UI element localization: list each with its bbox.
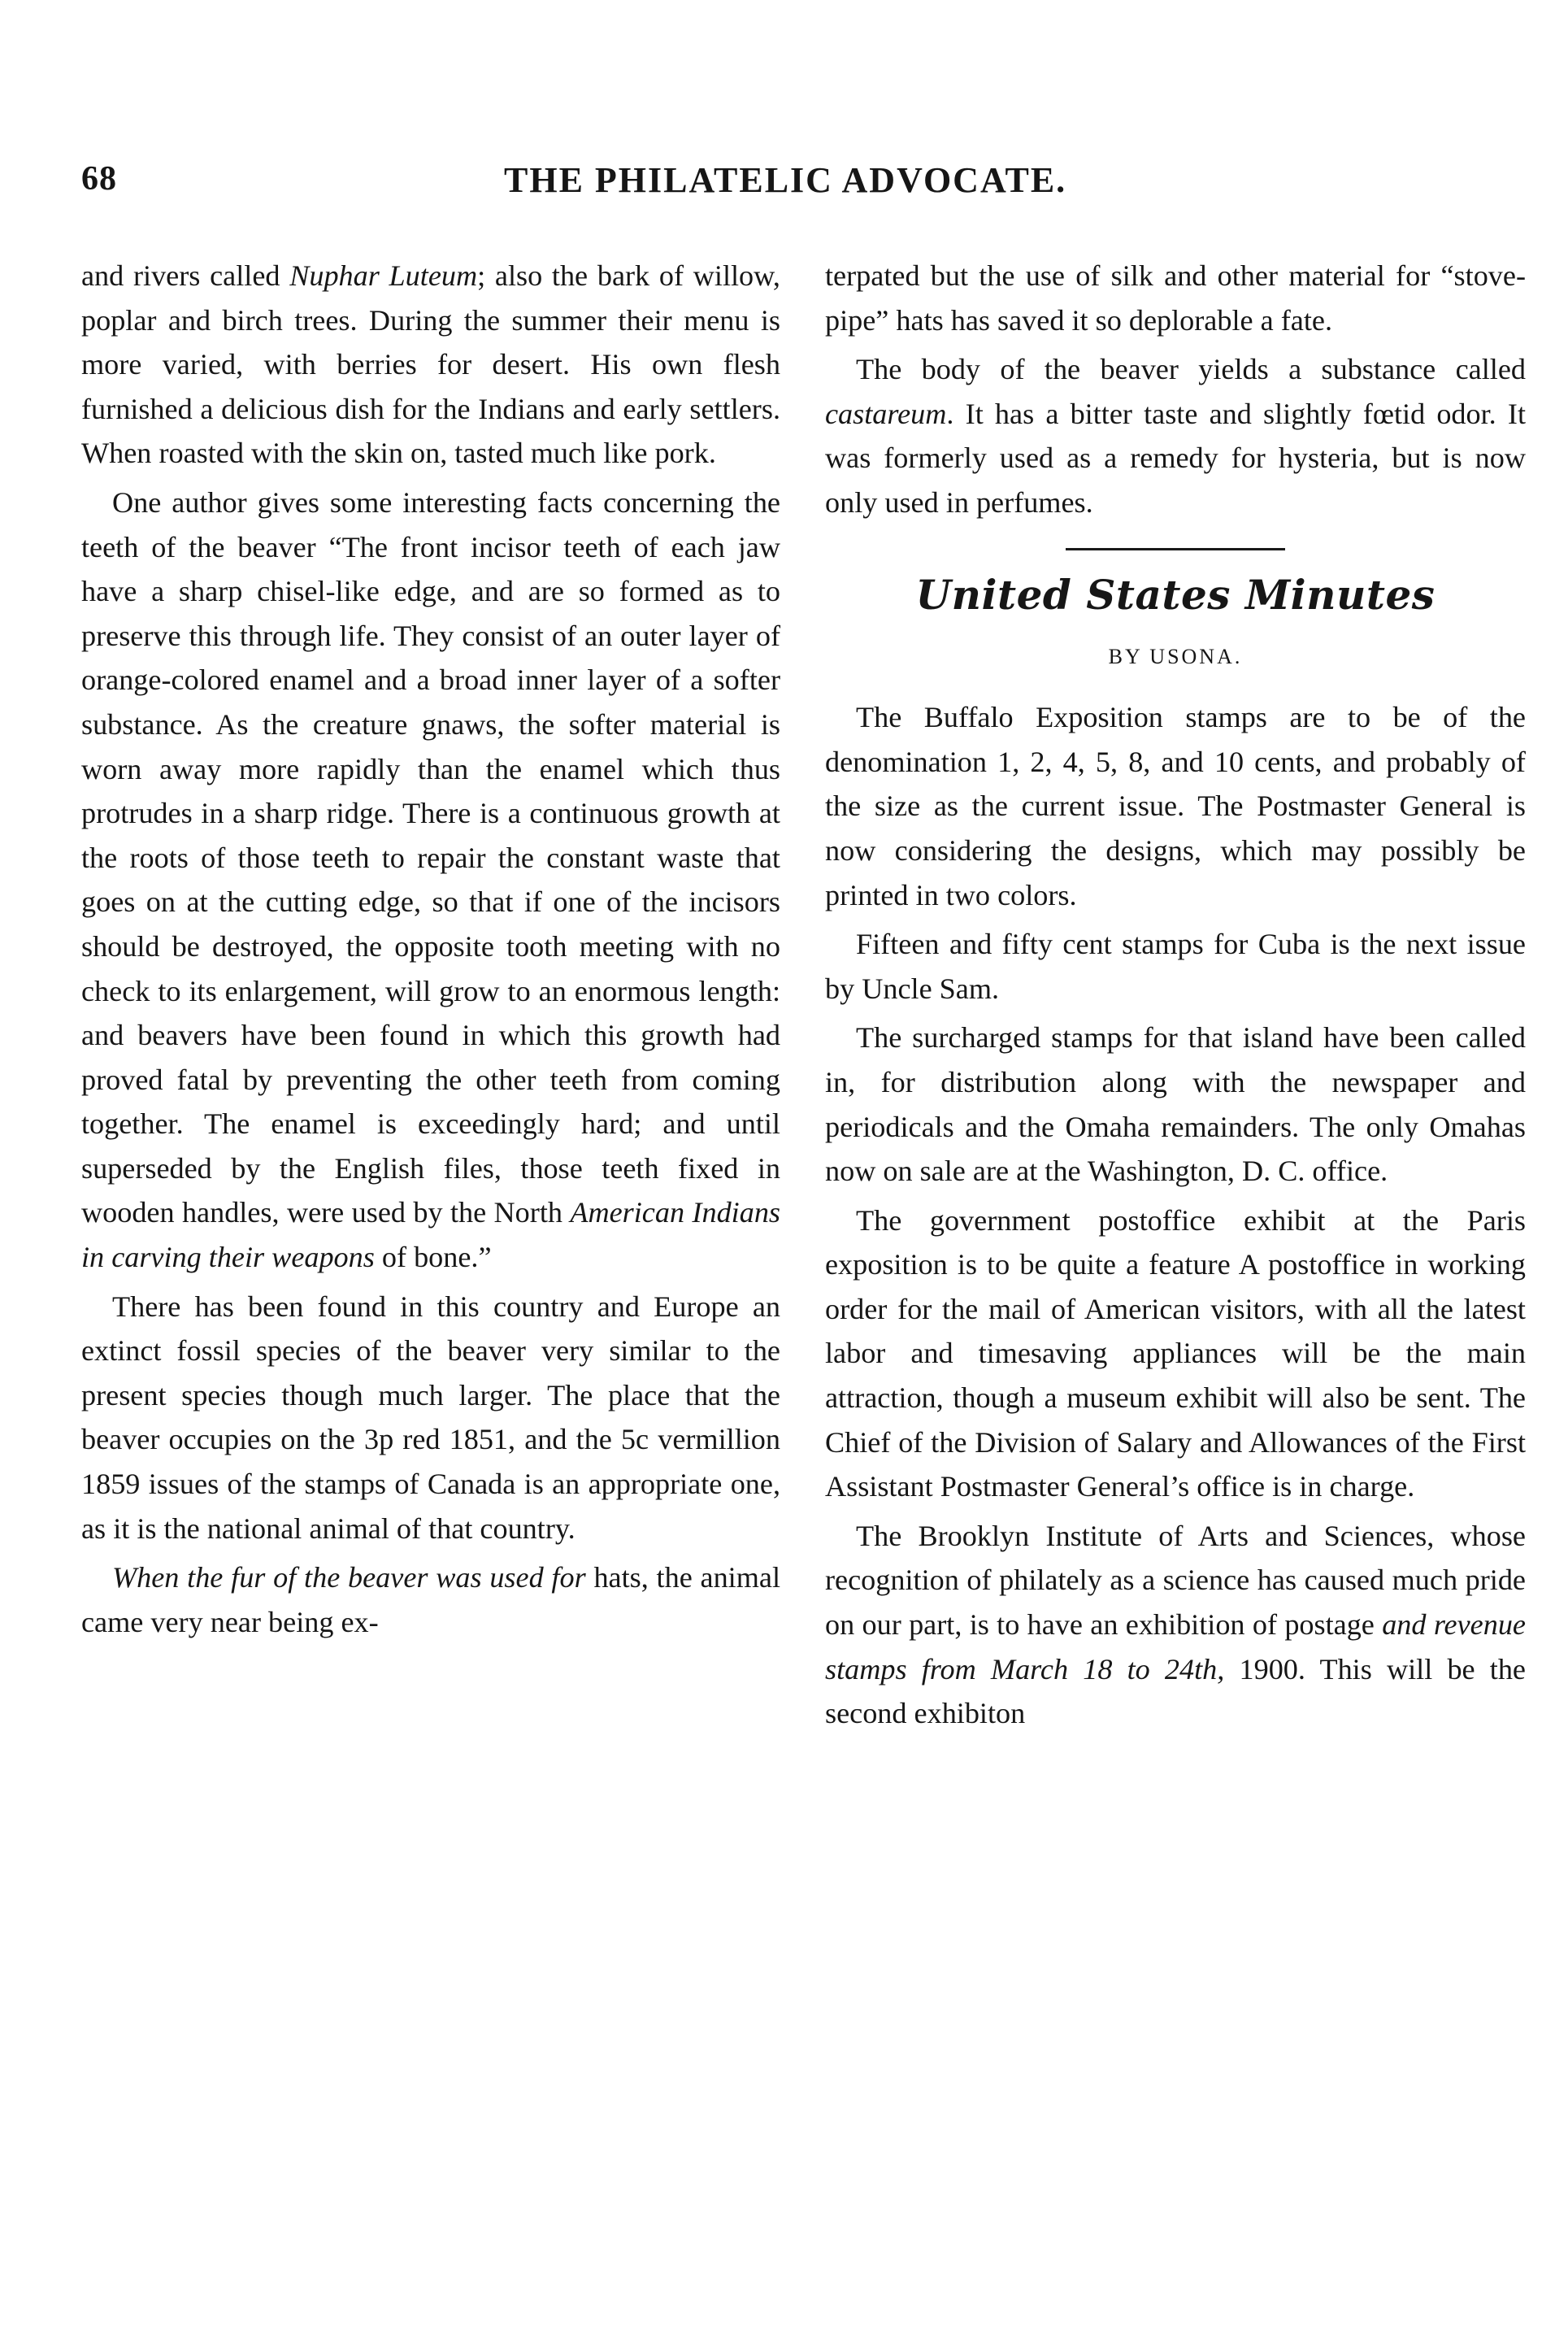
italic-phrase: When the fur of the beaver was used for — [112, 1561, 586, 1594]
paragraph-text: of bone.” — [374, 1241, 492, 1274]
paragraph-cuba-stamps — [825, 922, 1526, 1011]
paragraph-text: One author gives some interesting facts concerning the teeth of the beaver “The front incisor teeth of each jaw have a sharp chisel-like edge, and are so formed as to preserve this through life. They consist of an outer layer of orange-colored enamel and a broad inner layer of a softer substance. As the creature gnaws, the softer material is worn away more rapidly than the enamel which thus protrudes in a sharp ridge. There is a continuous growth at the roots of those teeth to repair the constant waste that goes on at the cutting edge, so that if one of the incisors should be destroyed, the opposite tooth meeting with no check to its enlargement, will grow to an enormous length: and beavers have been found in which this growth had proved fatal by preventing the other teeth from coming together. The enamel is exceedingly hard; and until superseded by the English files, those teeth fixed in wooden handles, were used by the North — [81, 485, 780, 1229]
paragraph-text: The government postoffice exhibit at the Paris exposition is to be quite a feature A postoffice in working order for the mail of American visitors, with all the latest labor and timesaving appliances will be the main attraction, though a museum exhibit will also be sent. The Chief of the Division of Salary and Allowances of the First Assistant Postmaster General’s office is in charge. — [825, 1203, 1526, 1503]
paragraph-buffalo-exposition — [825, 695, 1526, 917]
page-header — [81, 159, 1528, 208]
italic-phrase: and revenue stamps from March 18 to 24th, — [825, 1608, 1526, 1685]
left-column — [81, 254, 780, 1649]
section-byline: BY USONA. — [1108, 644, 1243, 668]
paragraph-text: The surcharged stamps for that island have been called in, for distribution along with the newspaper and periodicals and the Omaha remainders. The only Omahas now on sale are at the Washington, D. C. office. — [825, 1021, 1526, 1188]
paragraph-text: There has been found in this country and Europe an extinct fossil species of the beaver very similar to the present species though much larger. The place that the beaver occupies on the 3p red 1851, and the 5c vermillion 1859 issues of the stamps of Canada is an appropriate one, as it is the national animal of that country. — [81, 1290, 780, 1545]
substance-name: castareum — [825, 397, 947, 430]
paragraph-text: Fifteen and fifty cent stamps for Cuba is the next issue by Uncle Sam. — [825, 928, 1526, 1005]
paragraph-fossil-species — [81, 1285, 780, 1551]
paragraph-continuation — [825, 254, 1526, 342]
paragraph-text: hats, the animal came very near being ex- — [81, 1561, 780, 1638]
paragraph-text: and rivers called — [81, 259, 290, 292]
paragraph-paris-exhibit — [825, 1198, 1526, 1509]
paragraph-castareum — [825, 347, 1526, 524]
paragraph-text: The body of the beaver yields a substance called — [856, 353, 1526, 386]
paragraph-text: ; also the bark of willow, poplar and birch trees. During the summer their menu is more varied, with berries for desert. His own flesh furnished a delicious dish for the Indians and early settlers. When roasted with the skin on, tasted much like pork. — [81, 259, 780, 470]
species-name: Nuphar Luteum — [289, 259, 478, 292]
paragraph-surcharged-stamps — [825, 1016, 1526, 1193]
italic-phrase: American Indians in carving their weapons — [81, 1196, 780, 1274]
paragraph-text: terpated but the use of silk and other material for “stove-pipe” hats has saved it so deplorable a fate. — [825, 259, 1526, 337]
paragraph-beaver-diet — [81, 254, 780, 476]
running-title: THE PHILATELIC ADVOCATE. — [504, 160, 1067, 200]
paragraph-beaver-teeth — [81, 481, 780, 1280]
right-column — [825, 254, 1526, 1741]
section-title: United States Minutes — [915, 570, 1436, 619]
section-divider — [1066, 548, 1285, 550]
paragraph-text: The Buffalo Exposition stamps are to be of the denomination 1, 2, 4, 5, 8, and 10 cents, and probably of the size as the current issue. The Postmaster General is now considering the designs, which may possibly be printed in two colors. — [825, 701, 1526, 911]
paragraph-text: The Brooklyn Institute of Arts and Sciences, whose recognition of philately as a science has caused much pride on our part, is to have an exhibition of postage — [825, 1519, 1526, 1642]
paragraph-beaver-fur — [81, 1555, 780, 1644]
paragraph-text: . It has a bitter taste and slightly fœtid odor. It was formerly used as a remedy for hysteria, but is now only used in perfumes. — [825, 397, 1526, 519]
page-number: 68 — [81, 160, 117, 198]
paragraph-text: 1900. This will be the second exhibiton — [825, 1652, 1526, 1730]
paragraph-brooklyn-institute — [825, 1514, 1526, 1736]
